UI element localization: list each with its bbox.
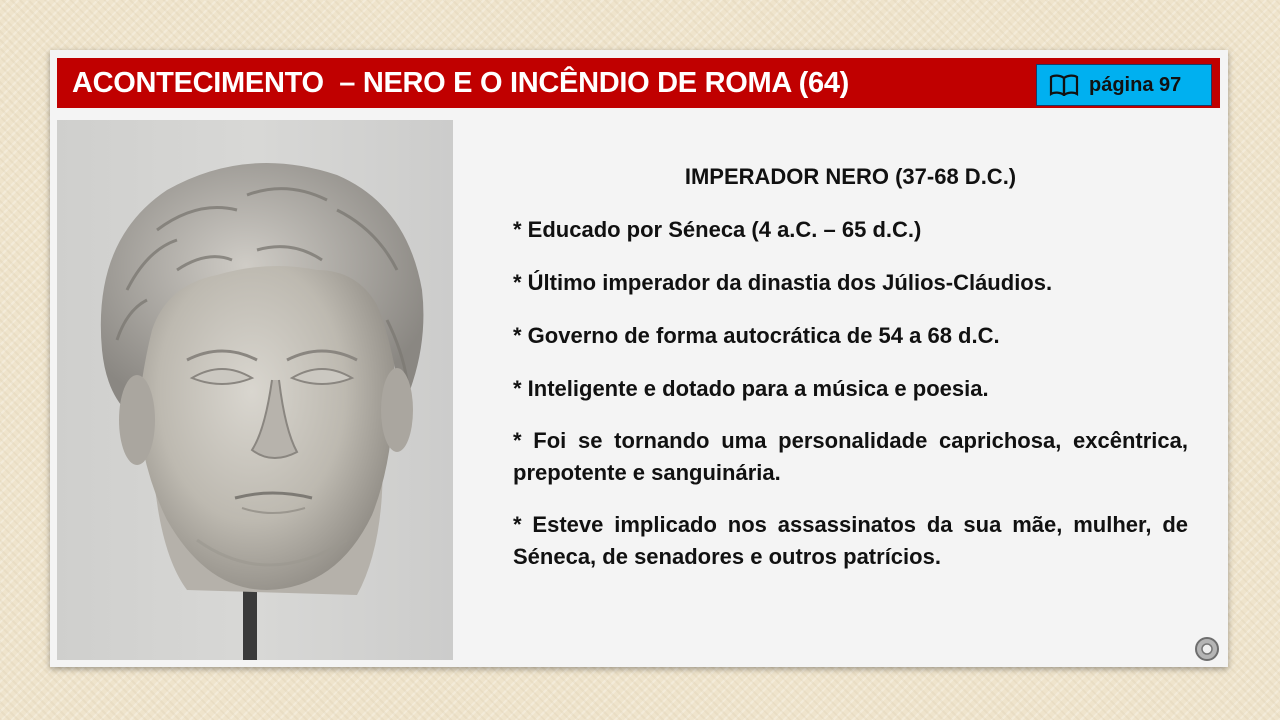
slide <box>50 50 1228 667</box>
page-badge-label: página 97 <box>1089 73 1182 96</box>
book-icon <box>1049 74 1079 96</box>
bullet-item: * Governo de forma autocrática de 54 a 68 d.C. <box>513 323 1000 348</box>
circle-button-icon[interactable] <box>1194 636 1220 662</box>
bullet-item: * Último imperador da dinastia dos Júlios-Cláudios. <box>513 270 1053 295</box>
nero-bust-image <box>57 120 453 660</box>
slide-title: ACONTECIMENTO – NERO E O INCÊNDIO DE ROMA (64) <box>72 67 850 99</box>
section-heading: IMPERADOR NERO (37-68 D.C.) <box>684 164 1017 189</box>
bullet-item: * Foi se tornando uma personalidade caprichosa, excêntrica, prepotente e sanguinária. <box>513 428 1188 485</box>
bullet-item: * Inteligente e dotado para a música e poesia. <box>513 376 989 401</box>
bullet-item: * Educado por Séneca (4 a.C. – 65 d.C.) <box>513 217 922 242</box>
bullet-item: * Esteve implicado nos assassinatos da sua mãe, mulher, de Séneca, de senadores e outros patrícios. <box>513 511 1188 569</box>
text-content <box>513 160 1188 593</box>
page-badge[interactable] <box>1036 64 1212 106</box>
